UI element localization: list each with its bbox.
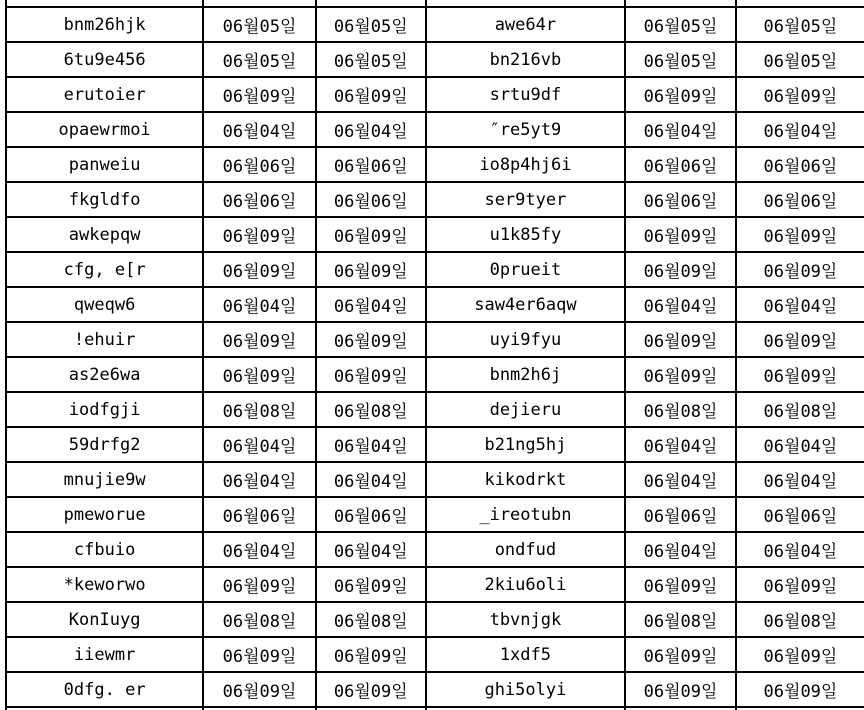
cell-date[interactable]: 06월09일 xyxy=(736,672,864,707)
cell-name[interactable]: 2kiu6oli xyxy=(426,567,626,602)
empty-cell xyxy=(203,0,316,7)
cell-date[interactable]: 06월09일 xyxy=(203,252,316,287)
cell-date[interactable]: 06월06일 xyxy=(736,182,864,217)
cell-name[interactable]: fkgldfo xyxy=(6,182,203,217)
table-row xyxy=(6,497,864,532)
cell-name[interactable]: pmeworue xyxy=(6,497,203,532)
cell-date[interactable]: 06월09일 xyxy=(736,77,864,112)
cell-date[interactable]: 06월04일 xyxy=(316,532,426,567)
table-row xyxy=(6,532,864,567)
cell-date[interactable]: 06월09일 xyxy=(316,357,426,392)
cell-date[interactable]: 06월05일 xyxy=(203,42,316,77)
table-row xyxy=(6,567,864,602)
cell-date[interactable]: 06월04일 xyxy=(203,427,316,462)
cell-date[interactable]: 06월09일 xyxy=(625,357,736,392)
cell-date[interactable]: 06월09일 xyxy=(736,252,864,287)
cell-date[interactable]: 06월09일 xyxy=(203,637,316,672)
table-row xyxy=(6,287,864,322)
cell-name[interactable]: iodfgji xyxy=(6,392,203,427)
cell-date[interactable]: 06월05일 xyxy=(736,42,864,77)
cell-date[interactable]: 06월09일 xyxy=(316,672,426,707)
cell-name[interactable]: panweiu xyxy=(6,147,203,182)
cell-date[interactable]: 06월09일 xyxy=(625,567,736,602)
cell-date[interactable]: 06월05일 xyxy=(625,7,736,42)
cell-date[interactable]: 06월08일 xyxy=(203,602,316,637)
cell-date[interactable]: 06월09일 xyxy=(625,252,736,287)
cell-name[interactable]: 0dfg. er xyxy=(6,672,203,707)
cell-date[interactable]: 06월04일 xyxy=(625,462,736,497)
cell-date[interactable]: 06월09일 xyxy=(625,322,736,357)
cell-date[interactable]: 06월06일 xyxy=(203,497,316,532)
cell-date[interactable]: 06월04일 xyxy=(736,112,864,147)
cell-date[interactable]: 06월09일 xyxy=(316,567,426,602)
cell-name[interactable]: io8p4hj6i xyxy=(426,147,626,182)
cell-date[interactable]: 06월04일 xyxy=(316,287,426,322)
cell-name[interactable]: awkepqw xyxy=(6,217,203,252)
cell-name[interactable]: cfbuio xyxy=(6,532,203,567)
cell-date[interactable]: 06월09일 xyxy=(316,252,426,287)
cell-name[interactable]: cfg, e[r xyxy=(6,252,203,287)
table-row xyxy=(6,182,864,217)
cell-name[interactable]: dejieru xyxy=(426,392,626,427)
cell-date[interactable]: 06월09일 xyxy=(736,322,864,357)
table-row xyxy=(6,357,864,392)
cell-date[interactable]: 06월06일 xyxy=(203,182,316,217)
cell-name[interactable]: 0prueit xyxy=(426,252,626,287)
table-row xyxy=(6,147,864,182)
cell-name[interactable]: _ireotubn xyxy=(426,497,626,532)
cell-date[interactable]: 06월06일 xyxy=(736,497,864,532)
cell-date[interactable]: 06월09일 xyxy=(203,672,316,707)
cell-date[interactable]: 06월04일 xyxy=(736,287,864,322)
cell-name[interactable]: tbvnjgk xyxy=(426,602,626,637)
table-row xyxy=(6,672,864,707)
cell-date[interactable]: 06월06일 xyxy=(625,182,736,217)
cell-date[interactable]: 06월08일 xyxy=(316,392,426,427)
cell-date[interactable]: 06월04일 xyxy=(625,112,736,147)
partial-row-top xyxy=(6,0,864,7)
cell-name[interactable]: b21ng5hj xyxy=(426,427,626,462)
table-row xyxy=(6,217,864,252)
table-row xyxy=(6,427,864,462)
cell-date[interactable]: 06월08일 xyxy=(316,602,426,637)
cell-name[interactable]: ″re5yt9 xyxy=(426,112,626,147)
cell-date[interactable]: 06월09일 xyxy=(625,672,736,707)
cell-date[interactable]: 06월04일 xyxy=(736,427,864,462)
cell-date[interactable]: 06월09일 xyxy=(736,217,864,252)
table-row xyxy=(6,77,864,112)
cell-date[interactable]: 06월09일 xyxy=(736,357,864,392)
cell-date[interactable]: 06월04일 xyxy=(736,532,864,567)
table-row xyxy=(6,602,864,637)
cell-date[interactable]: 06월09일 xyxy=(316,77,426,112)
cell-date[interactable]: 06월04일 xyxy=(625,287,736,322)
cell-date[interactable]: 06월09일 xyxy=(625,217,736,252)
cell-date[interactable]: 06월04일 xyxy=(625,532,736,567)
cell-date[interactable]: 06월08일 xyxy=(736,392,864,427)
table-row xyxy=(6,322,864,357)
cell-name[interactable]: iiewmr xyxy=(6,637,203,672)
cell-name[interactable]: srtu9df xyxy=(426,77,626,112)
cell-date[interactable]: 06월09일 xyxy=(203,217,316,252)
cell-name[interactable]: ondfud xyxy=(426,532,626,567)
cell-name[interactable]: kikodrkt xyxy=(426,462,626,497)
cell-date[interactable]: 06월09일 xyxy=(625,637,736,672)
table-row xyxy=(6,392,864,427)
cell-name[interactable]: *keworwo xyxy=(6,567,203,602)
cell-name[interactable]: mnujie9w xyxy=(6,462,203,497)
cell-name[interactable]: 59drfg2 xyxy=(6,427,203,462)
cell-name[interactable]: awe64r xyxy=(426,7,626,42)
cell-date[interactable]: 06월05일 xyxy=(316,42,426,77)
cell-name[interactable]: as2e6wa xyxy=(6,357,203,392)
cell-date[interactable]: 06월04일 xyxy=(316,427,426,462)
cell-date[interactable]: 06월09일 xyxy=(316,637,426,672)
cell-date[interactable]: 06월05일 xyxy=(203,7,316,42)
cell-date[interactable]: 06월05일 xyxy=(316,7,426,42)
empty-cell xyxy=(736,0,864,7)
cell-name[interactable]: saw4er6aqw xyxy=(426,287,626,322)
cell-name[interactable]: qweqw6 xyxy=(6,287,203,322)
cell-date[interactable]: 06월09일 xyxy=(736,567,864,602)
cell-date[interactable]: 06월04일 xyxy=(203,462,316,497)
empty-cell xyxy=(426,0,626,7)
cell-name[interactable]: 1xdf5 xyxy=(426,637,626,672)
cell-date[interactable]: 06월06일 xyxy=(203,147,316,182)
cell-date[interactable]: 06월06일 xyxy=(736,147,864,182)
cell-date[interactable]: 06월06일 xyxy=(625,147,736,182)
cell-date[interactable]: 06월04일 xyxy=(316,112,426,147)
cell-date[interactable]: 06월05일 xyxy=(625,42,736,77)
cell-date[interactable]: 06월04일 xyxy=(625,427,736,462)
cell-date[interactable]: 06월09일 xyxy=(316,217,426,252)
cell-date[interactable]: 06월04일 xyxy=(203,287,316,322)
cell-date[interactable]: 06월04일 xyxy=(736,462,864,497)
table-row xyxy=(6,462,864,497)
cell-date[interactable]: 06월09일 xyxy=(736,637,864,672)
cell-date[interactable]: 06월08일 xyxy=(736,602,864,637)
cell-name[interactable]: bnm26hjk xyxy=(6,7,203,42)
cell-date[interactable]: 06월06일 xyxy=(316,182,426,217)
cell-name[interactable]: bn216vb xyxy=(426,42,626,77)
cell-date[interactable]: 06월04일 xyxy=(203,532,316,567)
cell-name[interactable]: uyi9fyu xyxy=(426,322,626,357)
cell-name[interactable]: ser9tyer xyxy=(426,182,626,217)
cell-name[interactable]: ghi5olyi xyxy=(426,672,626,707)
table-row xyxy=(6,112,864,147)
cell-date[interactable]: 06월09일 xyxy=(203,567,316,602)
cell-date[interactable]: 06월09일 xyxy=(203,322,316,357)
empty-cell xyxy=(625,0,736,7)
cell-date[interactable]: 06월06일 xyxy=(316,147,426,182)
cell-name[interactable]: KonIuyg xyxy=(6,602,203,637)
cell-date[interactable]: 06월09일 xyxy=(203,357,316,392)
cell-date[interactable]: 06월09일 xyxy=(203,77,316,112)
cell-date[interactable]: 06월06일 xyxy=(316,497,426,532)
cell-name[interactable]: !ehuir xyxy=(6,322,203,357)
cell-date[interactable]: 06월06일 xyxy=(625,497,736,532)
cell-name[interactable]: bnm2h6j xyxy=(426,357,626,392)
cell-date[interactable]: 06월09일 xyxy=(625,77,736,112)
cell-name[interactable]: u1k85fy xyxy=(426,217,626,252)
cell-date[interactable]: 06월04일 xyxy=(203,112,316,147)
table-row xyxy=(6,637,864,672)
table-row xyxy=(6,252,864,287)
cell-date[interactable]: 06월04일 xyxy=(316,462,426,497)
cell-date[interactable]: 06월08일 xyxy=(625,602,736,637)
cell-date[interactable]: 06월05일 xyxy=(736,7,864,42)
table-row xyxy=(6,42,864,77)
table-row xyxy=(6,7,864,42)
cell-date[interactable]: 06월08일 xyxy=(625,392,736,427)
data-table xyxy=(5,0,864,710)
cell-name[interactable]: erutoier xyxy=(6,77,203,112)
empty-cell xyxy=(316,0,426,7)
cell-date[interactable]: 06월08일 xyxy=(203,392,316,427)
empty-cell xyxy=(6,0,203,7)
cell-name[interactable]: opaewrmoi xyxy=(6,112,203,147)
cell-date[interactable]: 06월09일 xyxy=(316,322,426,357)
cell-name[interactable]: 6tu9e456 xyxy=(6,42,203,77)
